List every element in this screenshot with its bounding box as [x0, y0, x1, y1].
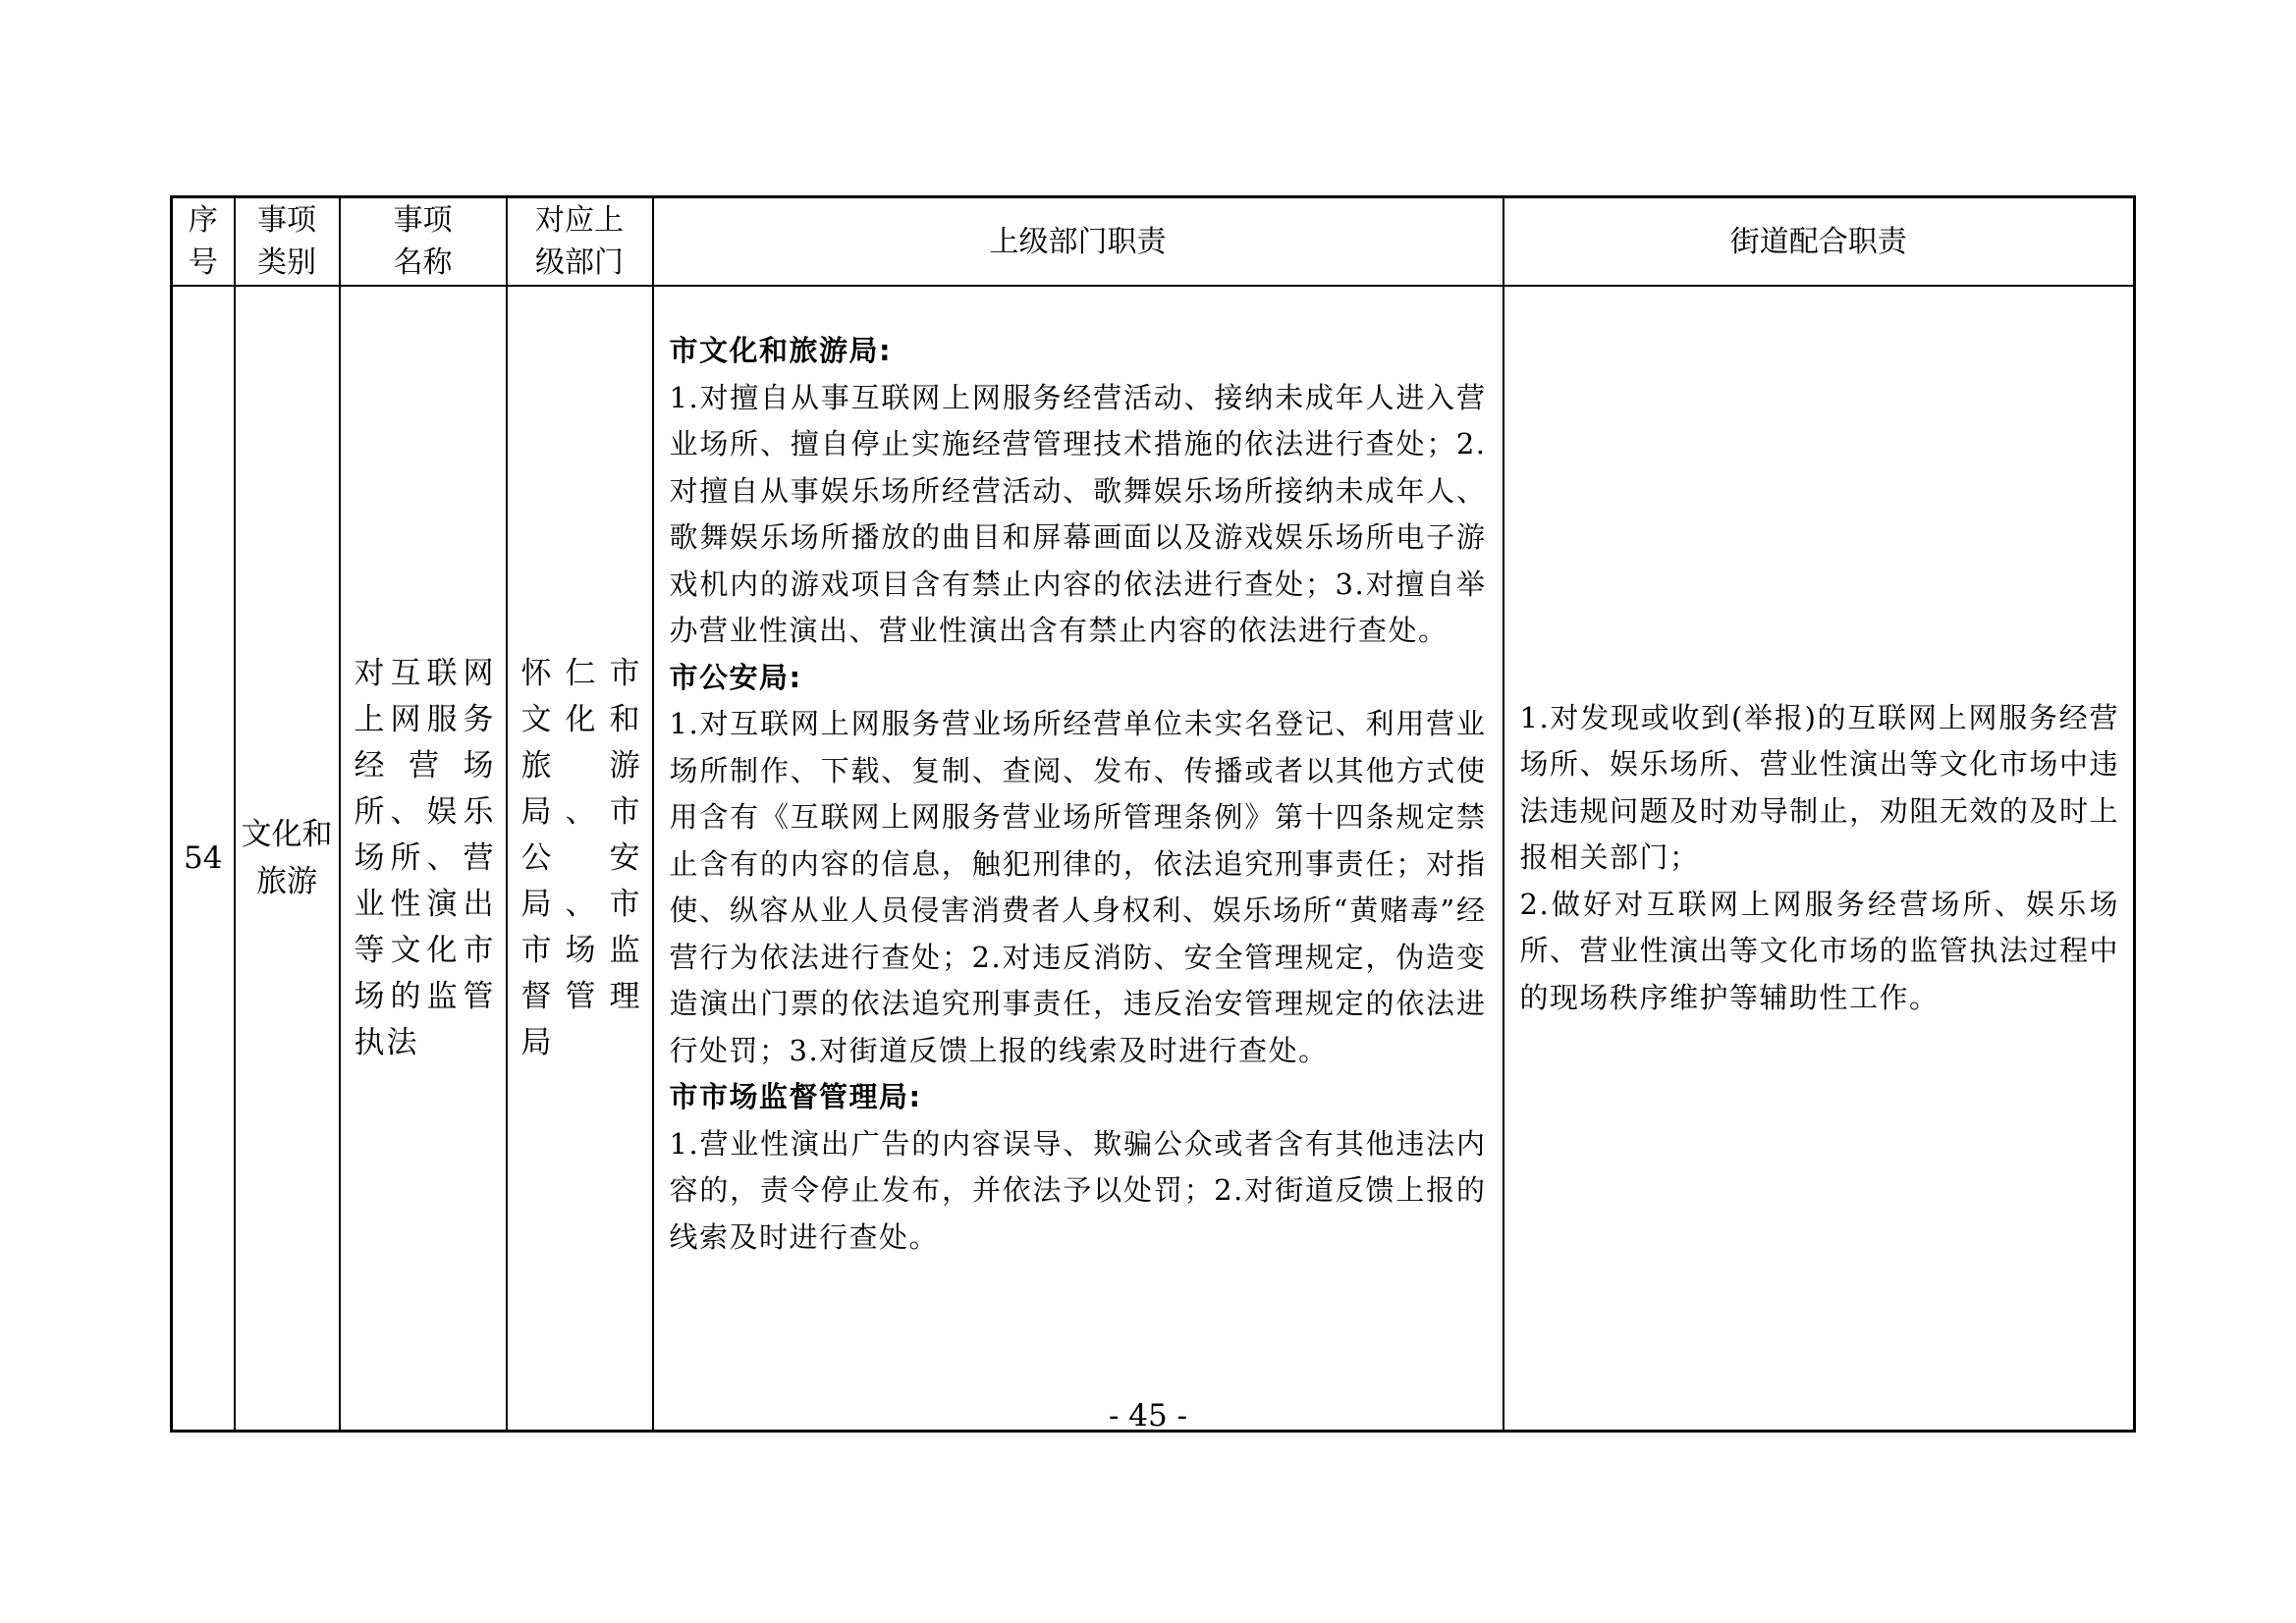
street-duty-item: 2.做好对互联网上网服务经营场所、娱乐场所、营业性演出等文化市场的监管执法过程中的现场秩序维护等辅助性工作。: [1519, 887, 2119, 1014]
cell-item-name: 对互联网上网服务经营场所、娱乐场所、营业性演出等文化市场的监管执法: [340, 286, 507, 1432]
cell-corresponding-department: 怀仁市文化和旅游局、市公安局、市市场监督管理局: [507, 286, 653, 1432]
header-corresponding-department: 对应上 级部门: [507, 197, 653, 287]
header-item-category: 事项 类别: [235, 197, 340, 287]
cell-item-category: 文化和旅游: [235, 286, 340, 1432]
culture-tourism-bureau-duties: 1.对擅自从事互联网上网服务经营活动、接纳未成年人进入营业场所、擅自停止实施经营管理技术措施的依法进行查处；2.对擅自从事娱乐场所经营活动、歌舞娱乐场所接纳未成年人、歌舞娱乐场所播放的曲目和屏幕画面以及游戏娱乐场所电子游戏机内的游戏项目含有禁止内容的依法进行查处；3.对擅自举办营业性演出、营业性演出含有禁止内容的依法进行查处。: [669, 380, 1487, 647]
street-duty-item: 1.对发现或收到(举报)的互联网上网服务经营场所、娱乐场所、营业性演出等文化市场中违法违规问题及时劝导制止，劝阻无效的及时上报相关部门；: [1519, 700, 2119, 875]
page-number: - 45 -: [1108, 1398, 1188, 1434]
header-upper-department-duties: 上级部门职责: [653, 197, 1503, 287]
cell-serial-number: 54: [172, 286, 235, 1432]
responsibility-table: [170, 195, 2136, 1433]
header-serial-number: 序 号: [172, 197, 235, 287]
public-security-bureau-duties: 1.对互联网上网服务营业场所经营单位未实名登记、利用营业场所制作、下载、复制、查阅、发布、传播或者以其他方式使用含有《互联网上网服务营业场所管理条例》第十四条规定禁止含有的内容的信息，触犯刑律的，依法追究刑事责任；对指使、纵容从业人员侵害消费者人身权利、娱乐场所“黄赌毒”经营行为依法进行查处；2.对违反消防、安全管理规定，伪造变造演出门票的依法追究刑事责任，违反治安管理规定的依法进行处罚；3.对街道反馈上报的线索及时进行查处。: [669, 707, 1487, 1067]
header-street-cooperation-duties: 街道配合职责: [1503, 197, 2135, 287]
market-supervision-bureau-heading: 市市场监督管理局:: [669, 1080, 922, 1113]
header-item-name: 事项 名称: [340, 197, 507, 287]
cell-street-cooperation-duties: [1503, 286, 2135, 1432]
table-header-row: [172, 197, 2135, 287]
culture-tourism-bureau-heading: 市文化和旅游局:: [669, 334, 893, 367]
public-security-bureau-heading: 市公安局:: [669, 660, 802, 694]
table-row: [172, 286, 2135, 1432]
market-supervision-bureau-duties: 1.营业性演出广告的内容误导、欺骗公众或者含有其他违法内容的，责令停止发布，并依法予以处罚；2.对街道反馈上报的线索及时进行查处。: [669, 1126, 1487, 1254]
cell-upper-department-duties: [653, 286, 1503, 1432]
